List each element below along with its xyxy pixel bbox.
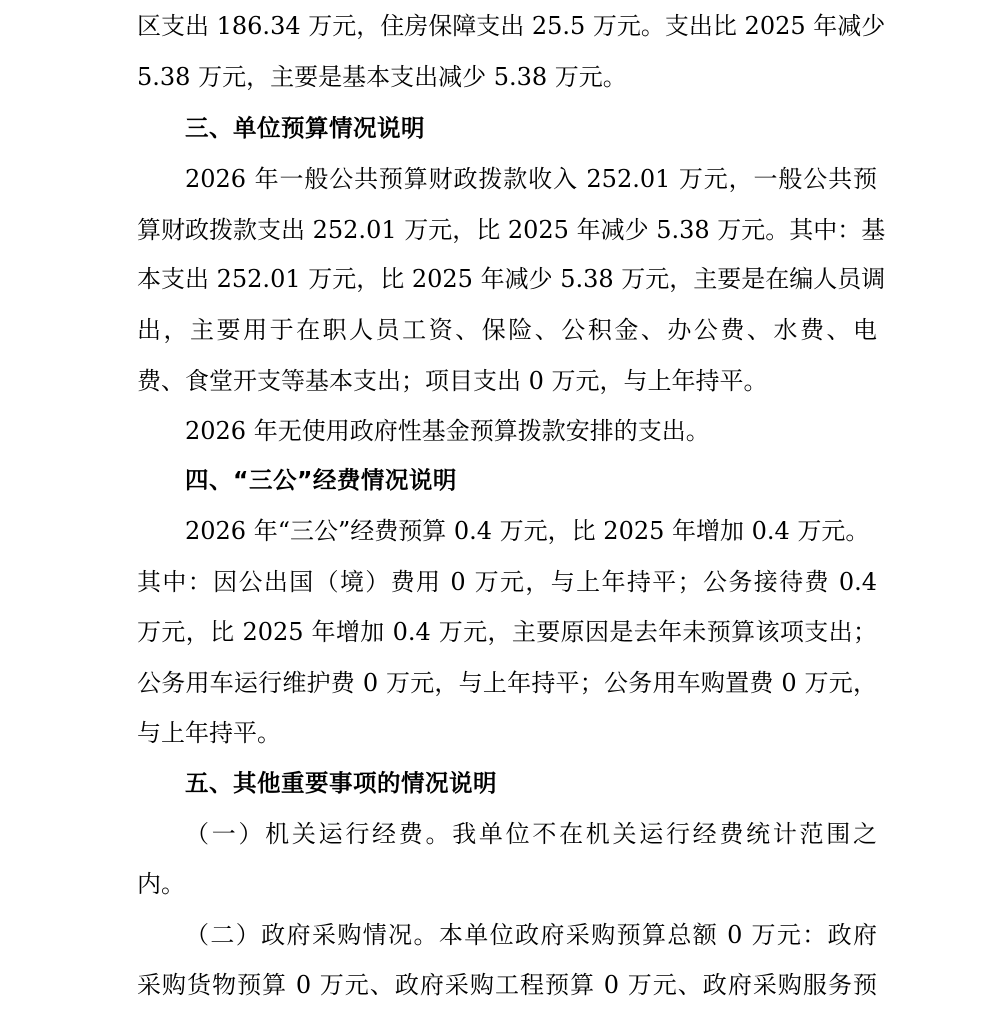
paragraph-line: 区支出 186.34 万元，住房保障支出 25.5 万元。支出比 2025 年减少 [137,12,886,40]
paragraph-line: （二）政府采购情况。本单位政府采购预算总额 0 万元：政府 [185,921,877,949]
section-heading-three-public: 四、“三公”经费情况说明 [185,466,457,494]
paragraph-line: 费、食堂开支等基本支出；项目支出 0 万元，与上年持平。 [137,367,768,395]
paragraph-line: 内。 [137,870,185,898]
paragraph-line: 与上年持平。 [137,719,281,747]
paragraph-line: 2026 年“三公”经费预算 0.4 万元，比 2025 年增加 0.4 万元。 [185,517,870,545]
section-heading-unit-budget: 三、单位预算情况说明 [185,114,425,142]
paragraph-line: （一）机关运行经费。我单位不在机关运行经费统计范围之 [185,820,877,848]
paragraph-line: 2026 年无使用政府性基金预算拨款安排的支出。 [185,417,710,445]
paragraph-line: 5.38 万元，主要是基本支出减少 5.38 万元。 [137,63,627,91]
paragraph-line: 其中：因公出国（境）费用 0 万元，与上年持平；公务接待费 0.4 [137,568,877,596]
paragraph-line: 2026 年一般公共预算财政拨款收入 252.01 万元，一般公共预 [185,165,877,193]
paragraph-line: 采购货物预算 0 万元、政府采购工程预算 0 万元、政府采购服务预 [137,971,877,999]
paragraph-line: 算财政拨款支出 252.01 万元，比 2025 年减少 5.38 万元。其中：基 [137,216,886,244]
paragraph-line: 出，主要用于在职人员工资、保险、公积金、办公费、水费、电 [137,316,877,344]
section-heading-other-matters: 五、其他重要事项的情况说明 [185,769,497,797]
paragraph-line: 万元，比 2025 年增加 0.4 万元，主要原因是去年未预算该项支出； [137,618,877,646]
paragraph-line: 公务用车运行维护费 0 万元，与上年持平；公务用车购置费 0 万元， [137,669,877,697]
paragraph-line: 本支出 252.01 万元，比 2025 年减少 5.38 万元，主要是在编人员调 [137,265,886,293]
